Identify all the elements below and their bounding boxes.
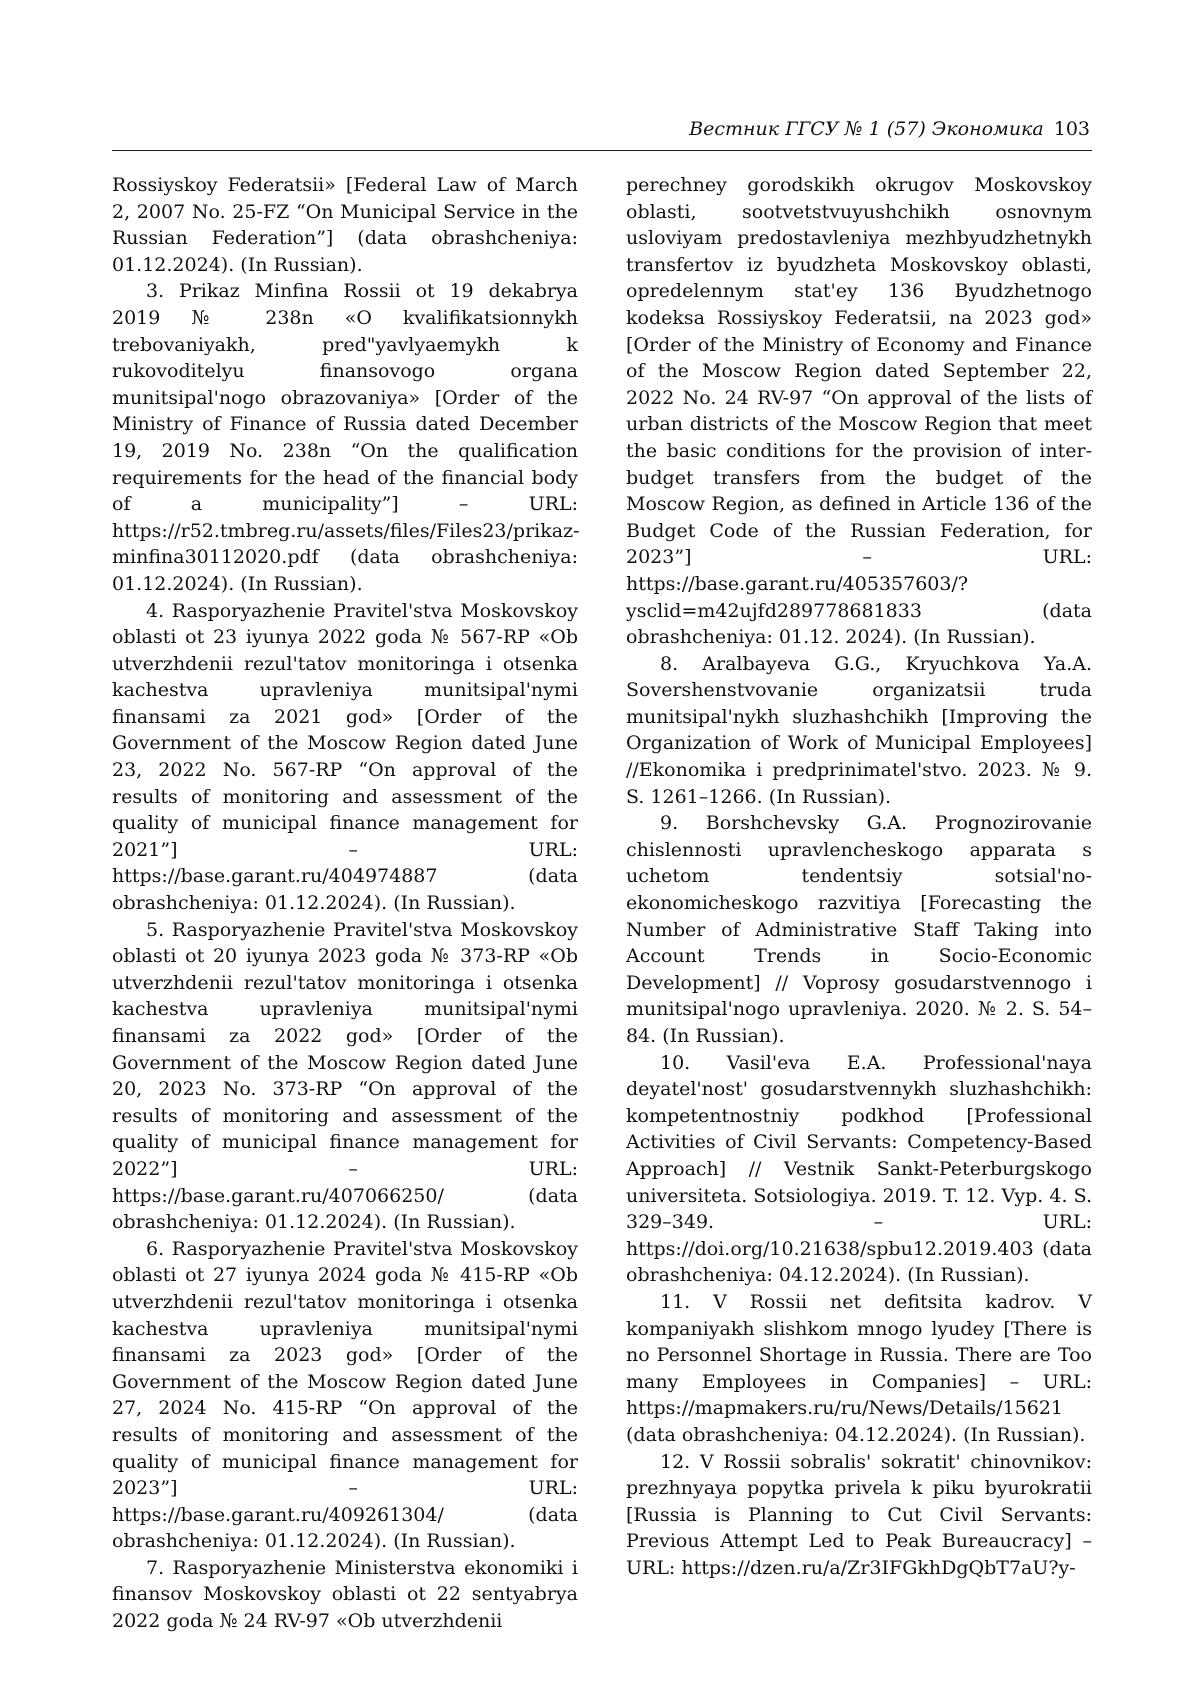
reference-11: 11. V Rossii net defitsita kadrov. V kompaniyakh slishkom mnogo lyudey [There is no Personnel Shortage in Russia. There are Too many Employees in Companies] – URL: https://mapmakers.ru/ru/News/Details/15621 (data obrashcheniya: 04.12.2024). (In Russian). bbox=[626, 1290, 1092, 1446]
reference-7: 7. Rasporyazhenie Ministerstva ekonomiki i finansov Moskovskoy oblasti ot 22 sentyabrya 2022 goda № 24 RV-97 «Ob utverzhdenii bbox=[112, 1556, 578, 1633]
reference-5: 5. Rasporyazhenie Pravitel'stva Moskovskoy oblasti ot 20 iyunya 2023 goda № 373-RP «Ob utverzhdenii rezul'tatov monitoringa i otsenka kachestva upravleniya munitsipal'nymi finansami za 2022 god» [Order of the Government of the Moscow Region dated June 20, 2023 No. 373-RP “On approval of the results of monitoring and assessment of the quality of municipal finance management for 2022”] – URL: https://base.garant.ru/407066250/ (data obrashcheniya: 01.12.2024). (In Russian). bbox=[112, 918, 578, 1234]
right-column bbox=[626, 172, 1092, 1581]
reference-continuation: Rossiyskoy Federatsii» [Federal Law of March 2, 2007 No. 25-FZ “On Municipal Service in the Russian Federation”] (data obrashcheniya: 01.12.2024). (In Russian). bbox=[112, 174, 578, 276]
reference-4: 4. Rasporyazhenie Pravitel'stva Moskovskoy oblasti ot 23 iyunya 2022 goda № 567-RP «Ob utverzhdenii rezul'tatov monitoringa i otsenka kachestva upravleniya munitsipal'nymi finansami za 2021 god» [Order of the Government of the Moscow Region dated June 23, 2022 No. 567-RP “On approval of the results of monitoring and assessment of the quality of municipal finance management for 2021”] – URL: https://base.garant.ru/404974887 (data obrashcheniya: 01.12.2024). (In Russian). bbox=[112, 599, 578, 915]
page-number: 103 bbox=[1053, 118, 1090, 140]
running-header bbox=[689, 118, 1090, 140]
reference-7-continuation: perechney gorodskikh okrugov Moskovskoy oblasti, sootvetstvuyushchikh osnovnym usloviyam predostavleniya mezhbyudzhetnykh transfertov iz byudzheta Moskovskoy oblasti, opredelennym stat'ey 136 Byudzhetnogo kodeksa Rossiyskoy Federatsii, na 2023 god» [Order of the Ministry of Economy and Finance of the Moscow Region dated September 22, 2022 No. 24 RV-97 “On approval of the lists of urban districts of the Moscow Region that meet the basic conditions for the provision of inter-budget transfers from the budget of the Moscow Region, as defined in Article 136 of the Budget Code of the Russian Federation, for 2023”] – URL: https://base.garant.ru/405357603/?ysclid=m42ujfd289778681833 (data obrashcheniya: 01.12. 2024). (In Russian). bbox=[626, 174, 1092, 649]
reference-3: 3. Prikaz Minfina Rossii ot 19 dekabrya 2019 № 238n «O kvalifikatsionnykh trebovaniyakh, pred"yavlyaemykh k rukovoditelyu finansovogo organa munitsipal'nogo obrazovaniya» [Order of the Ministry of Finance of Russia dated December 19, 2019 No. 238n “On the qualification requirements for the head of the financial body of a municipality”] – URL: https://r52.tmbreg.ru/assets/files/Files23/prikaz-minfina30112020.pdf (data obrashcheniya: 01.12.2024). (In Russian). bbox=[112, 280, 580, 595]
reference-12: 12. V Rossii sobralis' sokratit' chinovnikov: prezhnyaya popytka privela k piku byurokratii [Russia is Planning to Cut Civil Servants: Previous Attempt Led to Peak Bureaucracy] – URL: https://dzen.ru/a/Zr3IFGkhDgQbT7aU?y- bbox=[626, 1450, 1092, 1579]
reference-10: 10. Vasil'eva E.A. Professional'naya deyatel'nost' gosudarstvennykh sluzhashchikh: kompetentnostniy podkhod [Professional Activities of Civil Servants: Competency-Based Approach] // Vestnik Sankt-Peterburgskogo universiteta. Sotsiologiya. 2019. T. 12. Vyp. 4. S. 329–349. – URL: https://doi.org/10.21638/spbu12.2019.403 (data obrashcheniya: 04.12.2024). (In Russian). bbox=[626, 1051, 1092, 1287]
journal-title: Вестник ГГСУ № 1 (57) Экономика bbox=[689, 118, 1044, 140]
reference-9: 9. Borshchevsky G.A. Prognozirovanie chislennosti upravlencheskogo apparata s uchetom tendentsiy sotsial'no-ekonomicheskogo razvitiya [Forecasting the Number of Administrative Staff Taking into Account Trends in Socio-Economic Development] // Voprosy gosudarstvennogo i munitsipal'nogo upravleniya. 2020. № 2. S. 54–84. (In Russian). bbox=[626, 812, 1092, 1047]
left-column bbox=[112, 172, 578, 1635]
reference-8: 8. Aralbayeva G.G., Kryuchkova Ya.A. Sovershenstvovanie organizatsii truda munitsipal'nykh sluzhashchikh [Improving the Organization of Work of Municipal Employees] //Ekonomika i predprinimatel'stvo. 2023. № 9. S. 1261–1266. (In Russian). bbox=[626, 652, 1092, 808]
reference-6: 6. Rasporyazhenie Pravitel'stva Moskovskoy oblasti ot 27 iyunya 2024 goda № 415-RP «Ob utverzhdenii rezul'tatov monitoringa i otsenka kachestva upravleniya munitsipal'nymi finansami za 2023 god» [Order of the Government of the Moscow Region dated June 27, 2024 No. 415-RP “On approval of the results of monitoring and assessment of the quality of municipal finance management for 2023”] – URL: https://base.garant.ru/409261304/ (data obrashcheniya: 01.12.2024). (In Russian). bbox=[112, 1237, 578, 1553]
header-rule bbox=[112, 150, 1092, 151]
